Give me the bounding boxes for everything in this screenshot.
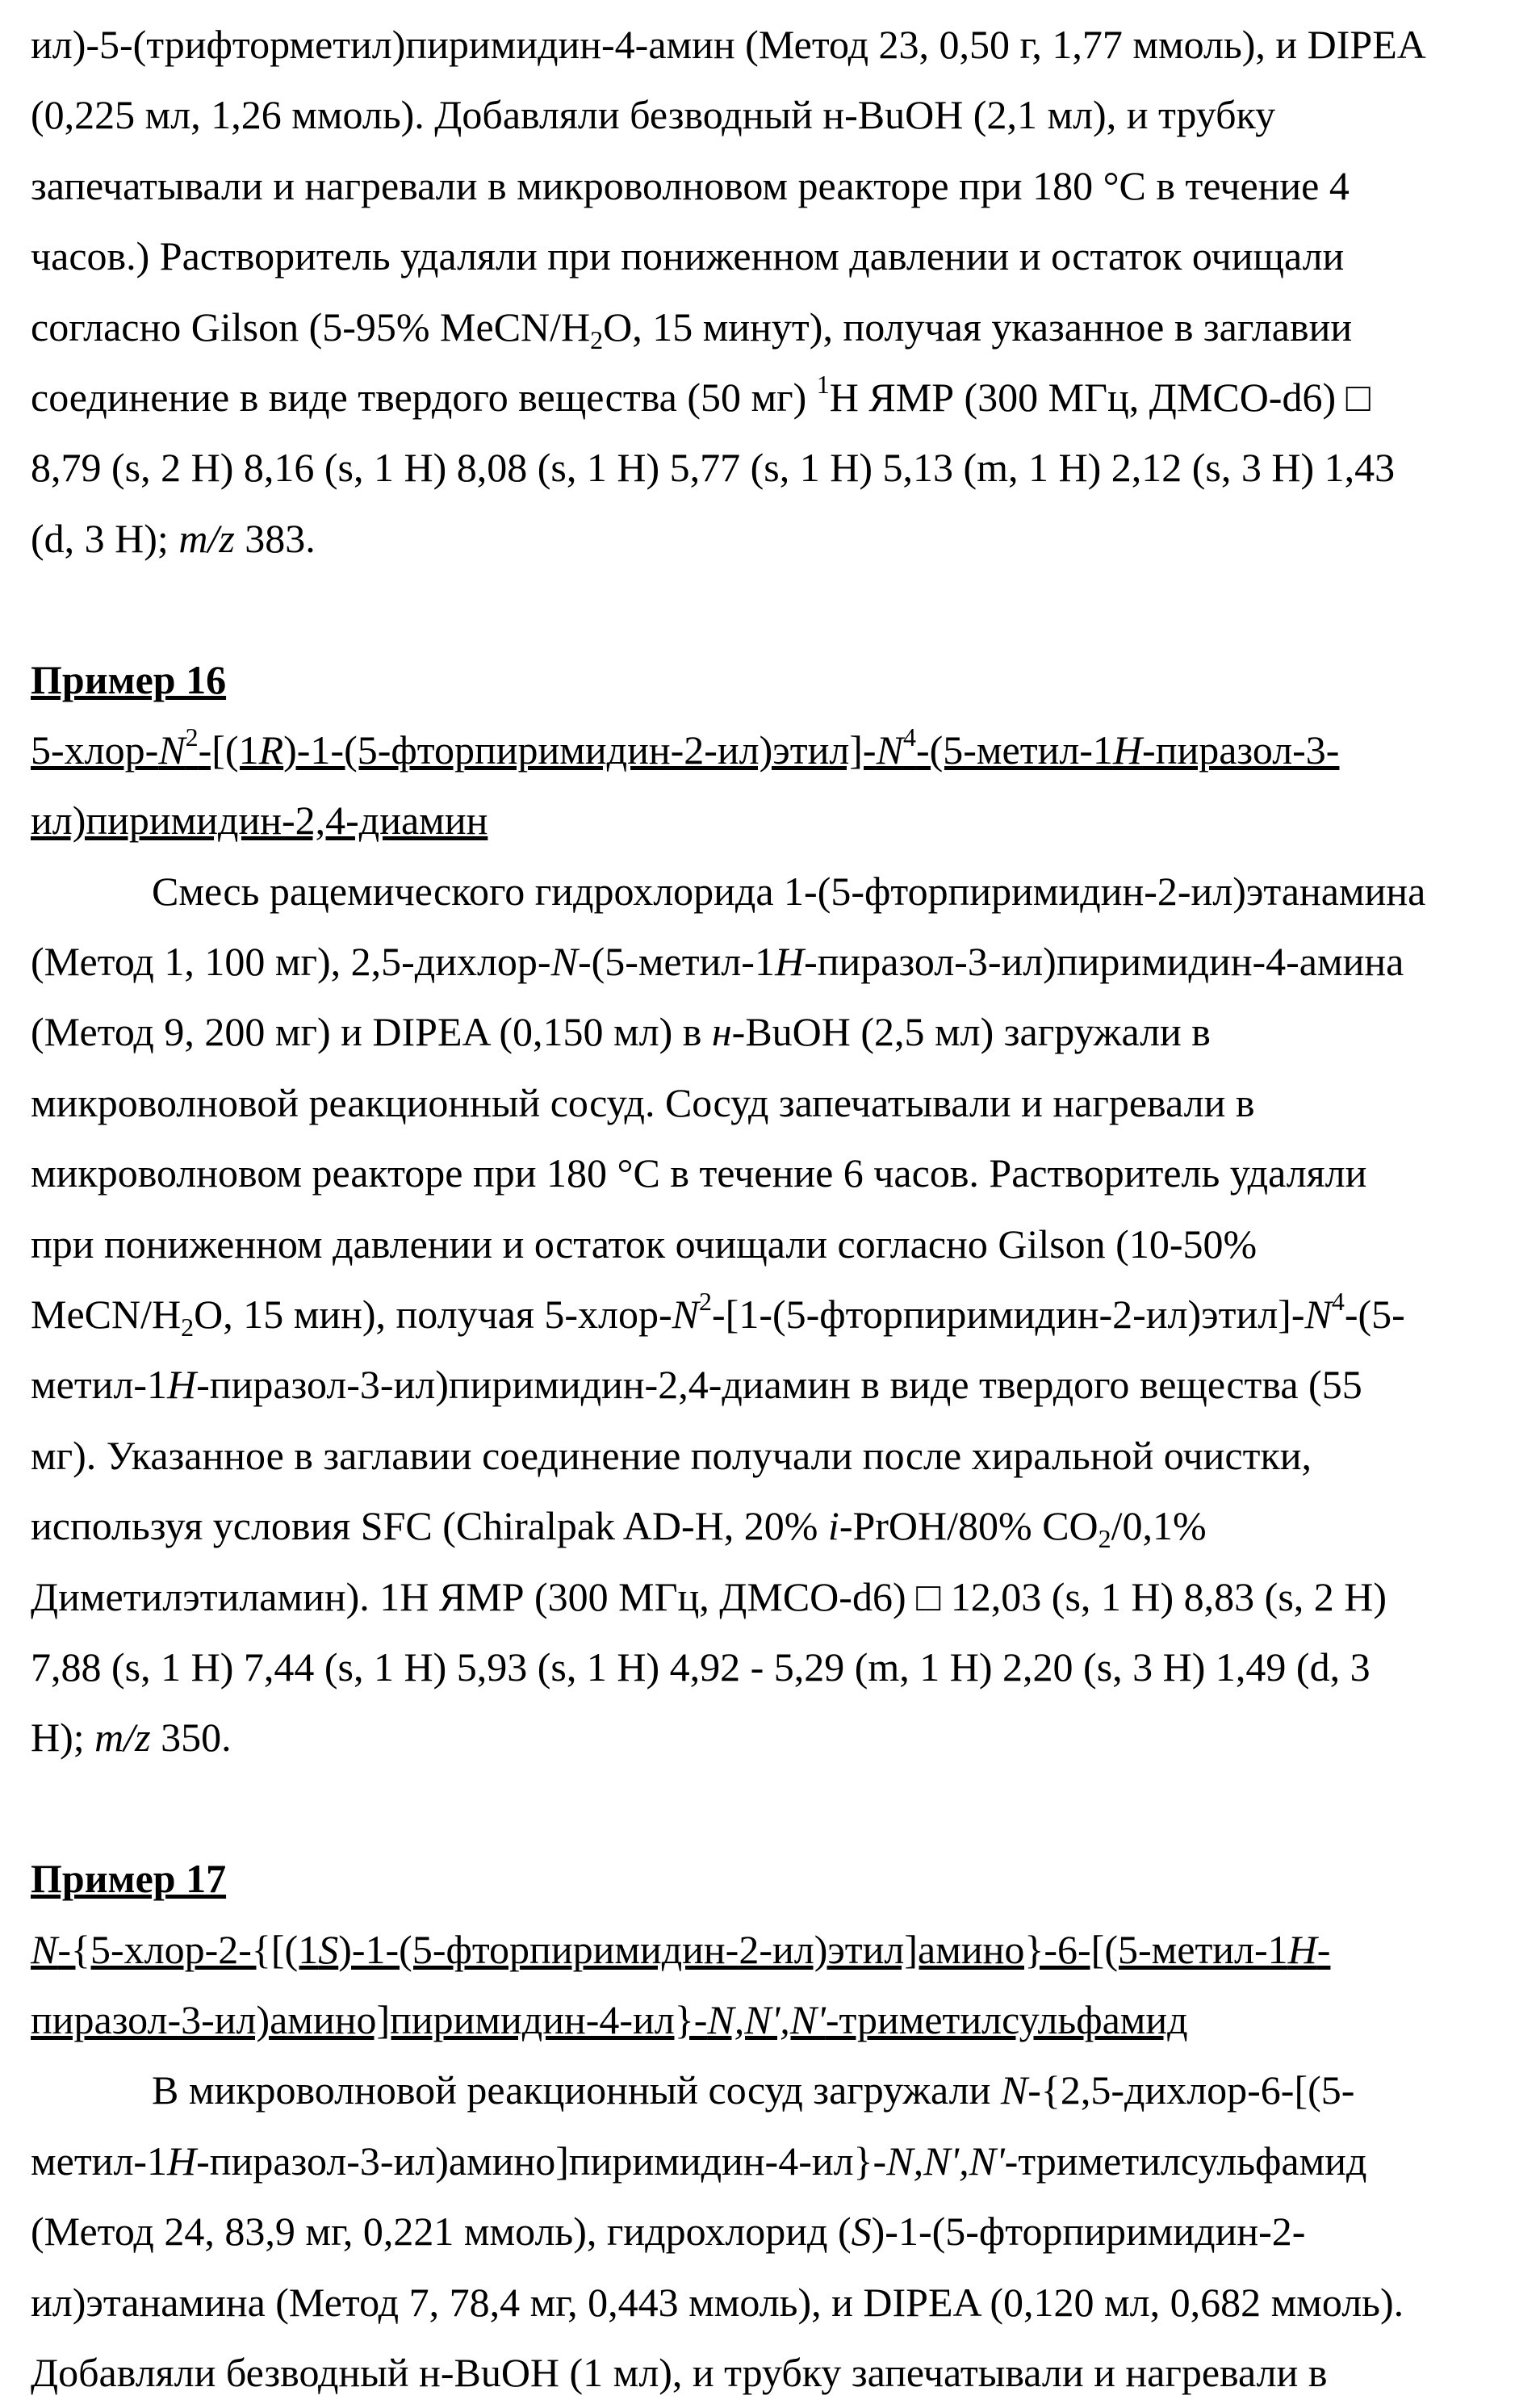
italic-text: N bbox=[877, 727, 903, 773]
text-segment: -[1-(5-фторпиримидин-2-ил)этил]- bbox=[712, 1292, 1304, 1337]
superscript: 1 bbox=[817, 370, 830, 399]
compound-title-line bbox=[31, 785, 1532, 856]
text-segment: -[(1 bbox=[199, 727, 259, 773]
text-segment: согласно Gilson (5-95% MeCN/H bbox=[31, 304, 590, 350]
superscript: 2 bbox=[186, 722, 199, 752]
text-segment: используя условия SFC (Chiralpak AD-H, 20% bbox=[31, 1503, 828, 1548]
text-segment: при пониженном давлении и остаток очищали согласно Gilson (10-50% bbox=[31, 1221, 1257, 1267]
text-segment: 7,88 (s, 1 H) 7,44 (s, 1 H) 5,93 (s, 1 H) 4,92 - 5,29 (m, 1 H) 2,20 (s, 3 H) 1,49 (d, 3 bbox=[31, 1644, 1371, 1690]
italic-text: H bbox=[1113, 727, 1142, 773]
italic-text: N bbox=[31, 1927, 57, 1972]
text-segment: Смесь рацемического гидрохлорида 1-(5-фторпиримидин-2-ил)этанамина bbox=[152, 869, 1425, 914]
text-line bbox=[31, 1562, 1532, 1632]
text-segment: 350. bbox=[151, 1715, 232, 1760]
compound-title-line bbox=[31, 1985, 1532, 2055]
text-segment: -BuOH (2,5 мл) загружали в bbox=[732, 1009, 1211, 1054]
text-segment: запечатывали и нагревали в микроволновом реакторе при 180 °С в течение 4 bbox=[31, 163, 1350, 208]
text-segment: -(5-метил-1 bbox=[578, 939, 775, 984]
text-segment: микроволновом реакторе при 180 °С в течение 6 часов. Растворитель удаляли bbox=[31, 1150, 1366, 1196]
superscript: 2 bbox=[699, 1287, 712, 1316]
text-line bbox=[31, 2055, 1532, 2125]
text-line bbox=[31, 2126, 1532, 2197]
italic-text: H bbox=[775, 939, 804, 984]
text-segment: -пиразол-3-ил)пиримидин-4-амина bbox=[804, 939, 1404, 984]
text-segment: мг). Указанное в заглавии соединение получали после хиральной очистки, bbox=[31, 1433, 1312, 1478]
compound-title-line bbox=[31, 1915, 1532, 1985]
text-segment: микроволновой реакционный сосуд. Сосуд запечатывали и нагревали в bbox=[31, 1080, 1254, 1125]
text-segment: (Метод 24, 83,9 мг, 0,221 ммоль), гидрохлорид ( bbox=[31, 2209, 852, 2254]
text-segment: -триметилсульфамид bbox=[1005, 2138, 1367, 2184]
text-segment: (Метод 1, 100 мг), 2,5-дихлор- bbox=[31, 939, 551, 984]
text-line bbox=[31, 997, 1532, 1067]
italic-text: N bbox=[1001, 2067, 1027, 2113]
italic-text: S bbox=[318, 1927, 338, 1972]
text-line bbox=[31, 151, 1532, 221]
text-segment: H); bbox=[31, 1715, 94, 1760]
superscript: 4 bbox=[1332, 1287, 1345, 1316]
italic-text: N,N',N' bbox=[886, 2138, 1004, 2184]
blank-line bbox=[31, 1774, 1532, 1844]
italic-text: N bbox=[1304, 1292, 1331, 1337]
text-segment: метил-1 bbox=[31, 2138, 167, 2184]
text-line bbox=[31, 1350, 1532, 1420]
text-segment: -(5- bbox=[1345, 1292, 1405, 1337]
text-segment: (0,225 мл, 1,26 ммоль). Добавляли безводный н-BuOH (2,1 мл), и трубку bbox=[31, 92, 1275, 137]
italic-text: H bbox=[167, 1362, 196, 1407]
text-segment: -пиразол-3-ил)амино]пиримидин-4-ил}- bbox=[196, 2138, 886, 2184]
text-segment: - bbox=[1317, 1927, 1331, 1972]
text-segment: метил-1 bbox=[31, 1362, 167, 1407]
text-line bbox=[31, 927, 1532, 997]
text-segment: -(5-метил-1 bbox=[916, 727, 1113, 773]
text-line bbox=[31, 1632, 1532, 1702]
italic-text: S bbox=[852, 2209, 872, 2254]
text-line bbox=[31, 2197, 1532, 2267]
text-segment: 8,79 (s, 2 H) 8,16 (s, 1 H) 8,08 (s, 1 H) 5,77 (s, 1 H) 5,13 (m, 1 H) 2,12 (s, 3 H) 1,43 bbox=[31, 445, 1395, 490]
text-segment: /0,1% bbox=[1111, 1503, 1207, 1548]
subscript: 2 bbox=[1099, 1524, 1111, 1553]
text-segment: (d, 3 H); bbox=[31, 516, 178, 561]
italic-text: i bbox=[828, 1503, 839, 1548]
text-line bbox=[31, 221, 1532, 291]
text-segment: соединение в виде твердого вещества (50 мг) bbox=[31, 375, 817, 420]
text-segment: (Метод 9, 200 мг) и DIPEA (0,150 мл) в bbox=[31, 1009, 712, 1054]
text-segment: Диметилэтиламин). 1H ЯМР (300 МГц, ДМСО-d6) □ 12,03 (s, 1 H) 8,83 (s, 2 H) bbox=[31, 1574, 1387, 1619]
text-line bbox=[31, 1421, 1532, 1491]
text-line bbox=[31, 1279, 1532, 1350]
text-line bbox=[31, 1209, 1532, 1279]
text-segment: ил)пиримидин-2,4-диамин bbox=[31, 798, 488, 843]
italic-text: N,N',N' bbox=[707, 1997, 825, 2042]
text-segment: -пиразол-3-ил)пиримидин-2,4-диамин в виде твердого вещества (55 bbox=[196, 1362, 1362, 1407]
text-line bbox=[31, 80, 1532, 150]
text-segment: -{5-хлор-2-{[(1 bbox=[57, 1927, 318, 1972]
italic-text: m/z bbox=[94, 1715, 150, 1760]
text-line bbox=[31, 292, 1532, 362]
text-line bbox=[31, 1491, 1532, 1561]
text-line bbox=[31, 1702, 1532, 1773]
text-segment: 5-хлор- bbox=[31, 727, 158, 773]
text-segment: MeCN/H bbox=[31, 1292, 181, 1337]
text-segment: Пример 16 bbox=[31, 657, 226, 702]
text-segment: )-1-(5-фторпиримидин-2- bbox=[872, 2209, 1306, 2254]
example-heading bbox=[31, 645, 1532, 715]
text-segment: -триметилсульфамид bbox=[826, 1997, 1188, 2042]
text-segment: H ЯМР (300 МГц, ДМСО-d6) □ bbox=[830, 375, 1371, 420]
text-segment: Добавляли безводный н-BuOH (1 мл), и трубку запечатывали и нагревали в bbox=[31, 2350, 1327, 2395]
text-segment: )-1-(5-фторпиримидин-2-ил)этил]амино}-6-[(5-метил-1 bbox=[338, 1927, 1287, 1972]
text-segment: часов.) Растворитель удаляли при пониженном давлении и остаток очищали bbox=[31, 233, 1344, 278]
italic-text: N bbox=[672, 1292, 699, 1337]
italic-text: H bbox=[1288, 1927, 1317, 1972]
compound-title-line bbox=[31, 715, 1532, 785]
italic-text: N bbox=[158, 727, 185, 773]
example-heading bbox=[31, 1844, 1532, 1914]
italic-text: N bbox=[551, 939, 578, 984]
document-page bbox=[31, 10, 1532, 2408]
text-segment: O, 15 минут), получая указанное в заглавии bbox=[603, 304, 1352, 350]
text-segment: ил)-5-(трифторметил)пиримидин-4-амин (Метод 23, 0,50 г, 1,77 ммоль), и DIPEA bbox=[31, 22, 1426, 67]
text-segment: пиразол-3-ил)амино]пиримидин-4-ил}- bbox=[31, 1997, 707, 2042]
italic-text: н bbox=[712, 1009, 732, 1054]
text-line bbox=[31, 1138, 1532, 1208]
text-line bbox=[31, 2268, 1532, 2338]
superscript: 4 bbox=[903, 722, 916, 752]
text-segment: 383. bbox=[235, 516, 316, 561]
text-segment: )-1-(5-фторпиримидин-2-ил)этил]- bbox=[283, 727, 876, 773]
text-segment: -PrOH/80% CO bbox=[839, 1503, 1099, 1548]
text-line bbox=[31, 1068, 1532, 1138]
text-segment: В микроволновой реакционный сосуд загружали bbox=[152, 2067, 1001, 2113]
text-segment: ил)этанамина (Метод 7, 78,4 мг, 0,443 ммоль), и DIPEA (0,120 мл, 0,682 ммоль). bbox=[31, 2280, 1404, 2325]
italic-text: R bbox=[259, 727, 284, 773]
text-line bbox=[31, 10, 1532, 80]
blank-line bbox=[31, 574, 1532, 644]
text-line bbox=[31, 856, 1532, 927]
text-line bbox=[31, 362, 1532, 433]
subscript: 2 bbox=[181, 1313, 194, 1342]
text-segment: Пример 17 bbox=[31, 1856, 226, 1901]
text-line bbox=[31, 504, 1532, 574]
text-segment: O, 15 мин), получая 5-хлор- bbox=[194, 1292, 672, 1337]
text-segment: -{2,5-дихлор-6-[(5- bbox=[1027, 2067, 1354, 2113]
text-line bbox=[31, 433, 1532, 503]
italic-text: m/z bbox=[178, 516, 234, 561]
text-segment: -пиразол-3- bbox=[1142, 727, 1339, 773]
subscript: 2 bbox=[590, 325, 603, 354]
italic-text: H bbox=[167, 2138, 196, 2184]
